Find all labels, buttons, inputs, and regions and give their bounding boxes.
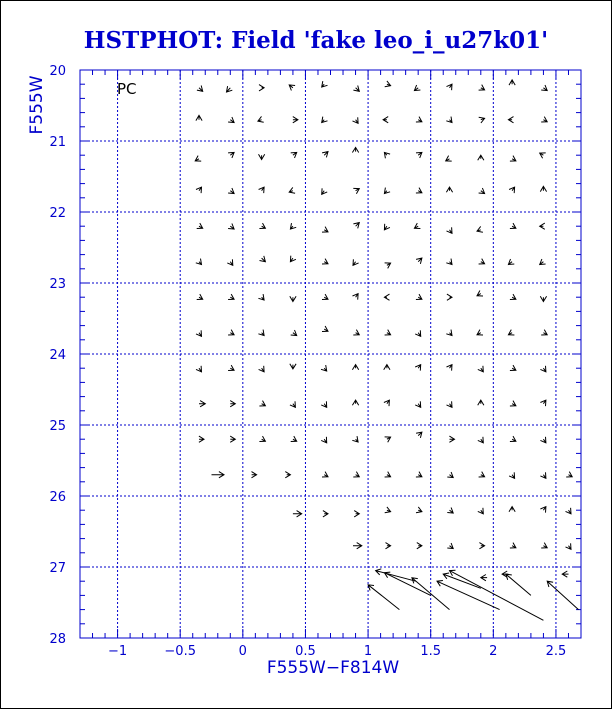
vector-arrow: [259, 85, 264, 91]
vector-arrow: [541, 543, 547, 548]
vector-arrow: [384, 224, 390, 230]
vector-arrow: [416, 258, 422, 264]
vector-arrow: [322, 227, 328, 233]
vector-arrow: [540, 223, 545, 229]
vector-arrow: [540, 259, 546, 265]
vector-arrow: [291, 330, 297, 336]
x-tick-label: 2.5: [545, 644, 567, 659]
vector-arrow: [540, 400, 546, 406]
vector-arrow: [199, 401, 205, 407]
vector-arrow: [446, 117, 452, 123]
vector-arrow: [259, 187, 265, 193]
vector-arrow: [196, 187, 202, 193]
vector-arrow: [447, 472, 453, 478]
vector-arrow: [477, 226, 483, 232]
vector-arrow: [509, 80, 515, 85]
vector-arrow: [322, 81, 328, 87]
vector-arrow: [199, 436, 204, 442]
vector-arrow: [446, 187, 452, 192]
vector-arrow: [196, 115, 202, 120]
vector-arrow: [290, 364, 296, 369]
vector-arrow: [291, 436, 297, 441]
vector-arrow: [384, 188, 390, 194]
vector-arrow: [479, 259, 485, 264]
vector-arrow: [541, 330, 547, 335]
vector-arrow: [321, 401, 327, 407]
vector-arrow: [540, 153, 546, 158]
vector-arrow: [353, 330, 359, 335]
vector-arrow: [352, 147, 358, 152]
x-tick-label: −0.5: [164, 644, 196, 659]
vector-arrow: [385, 472, 391, 477]
vector-arrow: [510, 543, 516, 548]
vector-arrow: [322, 117, 328, 123]
vector-arrow: [416, 117, 422, 122]
vector-arrow: [447, 401, 453, 407]
vector-arrow: [443, 573, 481, 588]
vector-arrow: [228, 117, 234, 123]
vector-arrow: [259, 401, 265, 406]
vector-arrow: [415, 330, 421, 336]
vector-arrow: [447, 294, 452, 300]
vector-arrow: [385, 437, 391, 442]
vector-arrow: [230, 436, 235, 442]
vector-arrow: [259, 223, 265, 228]
vector-arrow: [290, 223, 296, 229]
vector-arrow: [321, 365, 327, 371]
vector-arrow: [437, 581, 500, 610]
vector-arrow: [353, 117, 359, 123]
vector-arrow: [478, 155, 484, 160]
vector-arrow: [414, 223, 420, 228]
vector-arrow: [447, 227, 453, 233]
vector-arrow: [478, 437, 484, 443]
y-tick-label: 20: [49, 64, 66, 79]
vector-arrow: [510, 156, 516, 162]
vector-arrow: [353, 223, 359, 229]
vector-arrow: [196, 330, 202, 336]
vector-arrow: [416, 152, 422, 158]
vector-arrow: [228, 224, 234, 230]
y-tick-label: 23: [49, 277, 66, 292]
vector-arrow: [376, 569, 416, 581]
vector-arrow: [478, 400, 484, 405]
vector-arrow: [479, 543, 484, 549]
vector-arrow: [449, 436, 454, 442]
vector-arrow: [353, 543, 362, 549]
vector-arrow: [508, 117, 513, 123]
x-tick-label: 0.5: [295, 644, 316, 659]
vector-arrow: [478, 366, 484, 372]
vector-arrow: [566, 543, 572, 549]
vector-arrow: [258, 330, 264, 336]
vector-arrow: [510, 436, 516, 441]
vector-arrow: [386, 543, 391, 549]
vector-arrow: [477, 330, 483, 335]
x-tick-label: −1: [107, 644, 128, 659]
vector-arrow: [352, 400, 358, 405]
x-tick-label: 1.5: [420, 644, 442, 659]
y-tick-label: 26: [49, 490, 66, 505]
vector-arrow: [479, 472, 485, 477]
vector-arrow: [541, 117, 547, 122]
vector-arrow: [479, 117, 485, 123]
vector-arrow: [447, 365, 453, 371]
vector-arrow: [502, 571, 508, 577]
vector-arrow: [322, 472, 328, 477]
vector-arrow: [478, 508, 484, 514]
y-tick-label: 27: [49, 561, 66, 576]
vector-arrow: [506, 574, 531, 595]
vector-arrow: [547, 581, 578, 609]
vector-arrow: [540, 507, 546, 513]
vector-arrow: [414, 85, 420, 91]
vector-arrow: [230, 401, 235, 407]
vector-arrow: [562, 571, 568, 577]
vector-arrow: [353, 86, 359, 92]
vector-arrow: [259, 366, 265, 372]
vector-arrow: [228, 294, 234, 299]
vector-arrow: [197, 86, 203, 92]
vector-arrow: [479, 188, 485, 194]
vector-arrow: [384, 365, 390, 370]
vector-arrow: [322, 326, 328, 332]
vector-arrow: [285, 472, 290, 478]
vector-arrow: [481, 575, 487, 581]
vector-arrow: [446, 156, 452, 162]
vector-arrow: [195, 156, 201, 162]
vector-arrow: [322, 294, 328, 299]
vector-arrow: [416, 188, 422, 193]
vector-arrow: [196, 259, 202, 265]
vector-arrow: [353, 259, 359, 265]
vector-arrow: [541, 85, 547, 91]
vector-arrow: [384, 400, 390, 406]
vector-arrow: [417, 543, 422, 549]
vector-arrow: [450, 570, 544, 620]
vector-arrow: [258, 116, 264, 122]
grid: [80, 70, 581, 638]
vector-arrow: [323, 511, 328, 517]
vector-arrow: [321, 437, 327, 443]
vector-arrow: [479, 85, 485, 91]
vector-arrow: [228, 152, 234, 158]
x-tick-label: 2: [489, 644, 498, 659]
vector-arrow: [540, 437, 546, 443]
vector-arrow: [212, 472, 225, 478]
vector-arrow: [383, 117, 388, 123]
vector-arrow: [416, 472, 422, 477]
vector-arrow: [540, 472, 546, 478]
vector-arrow: [353, 294, 359, 300]
vector-arrow: [228, 188, 234, 194]
y-axis-label: F555W: [27, 75, 47, 135]
vector-arrow: [447, 543, 453, 549]
vector-arrow: [322, 188, 328, 194]
vector-arrow: [384, 294, 389, 300]
vector-arrow: [540, 296, 546, 301]
vector-arrow: [384, 572, 430, 595]
vector-arrow: [540, 186, 546, 191]
vector-arrow: [540, 366, 546, 372]
y-tick-label: 21: [49, 135, 66, 150]
vector-arrow: [385, 507, 391, 513]
x-tick-label: 0: [238, 644, 247, 659]
vector-arrow: [508, 330, 514, 335]
vector-arrow: [510, 223, 516, 228]
vector-arrow: [352, 436, 358, 442]
vector-arrow: [293, 117, 298, 123]
vector-arrow: [291, 152, 297, 158]
vector-arrow: [385, 330, 391, 335]
vector-arrow: [354, 511, 359, 517]
vector-arrow: [447, 84, 453, 90]
vector-arrow: [197, 294, 203, 299]
vector-arrow: [446, 259, 452, 265]
vector-arrow: [290, 256, 296, 262]
vector-arrow: [293, 511, 302, 517]
y-tick-label: 28: [49, 632, 66, 647]
vector-arrow: [259, 154, 265, 159]
vector-arrow: [509, 187, 514, 193]
vector-arrow: [353, 188, 359, 193]
vector-arrow: [228, 365, 234, 370]
panel-label: PC: [117, 80, 137, 98]
x-tick-label: 1: [363, 644, 373, 659]
vector-arrow: [353, 472, 359, 477]
vector-arrow: [447, 508, 453, 514]
vector-arrow: [446, 330, 452, 336]
vector-arrow: [290, 296, 296, 301]
vectors: [195, 80, 578, 620]
chart-title: HSTPHOT: Field 'fake leo_i_u27k01': [83, 27, 549, 54]
vector-arrow: [566, 472, 572, 477]
vector-arrow: [509, 507, 515, 512]
tick-labels: [49, 64, 566, 659]
vector-arrow: [197, 223, 203, 228]
x-axis-label: F555W−F814W: [266, 658, 400, 678]
vector-arrow: [415, 401, 421, 407]
vector-arrow: [227, 259, 233, 265]
vector-arrow: [290, 401, 296, 407]
vector-arrow: [510, 365, 516, 370]
vector-arrow: [322, 152, 328, 158]
vector-arrow: [509, 472, 514, 478]
vector-arrow: [289, 187, 295, 193]
vector-arrow: [196, 366, 202, 372]
y-tick-label: 24: [49, 348, 66, 363]
y-tick-label: 25: [49, 419, 66, 434]
vector-arrow: [258, 294, 264, 300]
vector-arrow: [385, 81, 391, 87]
vector-arrow: [259, 436, 265, 441]
vector-arrow: [289, 85, 295, 91]
vector-arrow: [566, 508, 572, 514]
vector-arrow: [368, 585, 399, 610]
y-tick-label: 22: [49, 206, 66, 221]
vector-arrow: [352, 365, 358, 370]
vector-arrow: [385, 263, 391, 269]
vector-arrow: [260, 256, 266, 262]
vector-arrow: [477, 291, 483, 297]
vector-arrow: [322, 259, 328, 264]
vector-arrow: [416, 294, 422, 299]
vector-arrow: [415, 365, 421, 371]
vector-arrow: [384, 152, 390, 158]
vector-arrow: [510, 401, 516, 406]
vector-arrow: [508, 259, 514, 265]
vector-arrow: [416, 507, 422, 513]
vector-arrow: [227, 86, 233, 92]
vector-arrow: [416, 432, 422, 438]
vector-arrow: [252, 472, 257, 478]
vector-arrow: [228, 330, 234, 335]
vector-arrow: [510, 294, 516, 299]
